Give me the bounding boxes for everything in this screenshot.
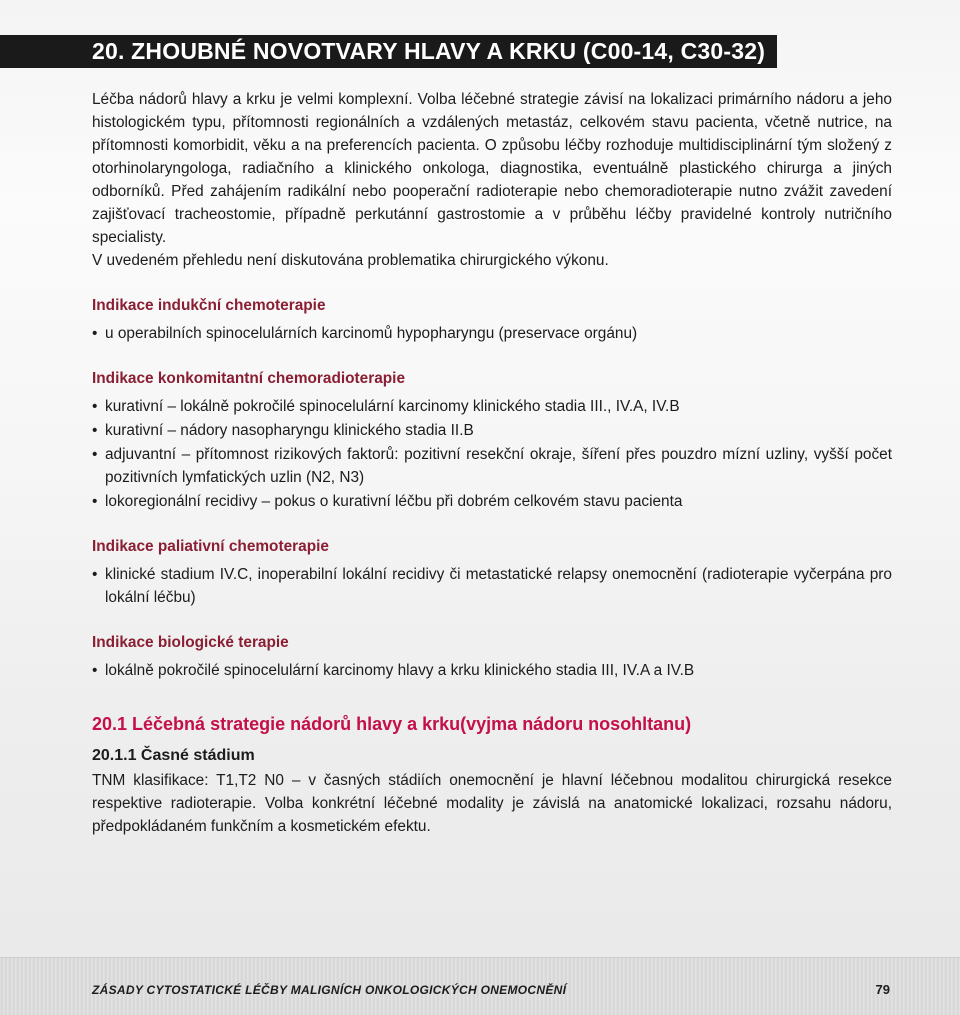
intro-note: V uvedeném přehledu není diskutována problematika chirurgického výkonu.: [92, 252, 609, 269]
section-heading: Indikace paliativní chemoterapie: [92, 538, 329, 555]
section-heading: Indikace indukční chemoterapie: [92, 297, 326, 314]
bullet-list: [92, 322, 892, 345]
list-item: • klinické stadium IV.C, inoperabilní lokální recidivy či metastatické relapsy onemocnění (radioterapie vyčerpána pro lokální léčbu): [92, 563, 892, 609]
intro-paragraph: Léčba nádorů hlavy a krku je velmi komplexní. Volba léčebné strategie závisí na lokalizaci primárního nádoru a jeho histologickém typu, přítomnosti regionálních a vzdálených metastáz, celkovém stavu pacienta, včetně nutrice, na přítomnosti komorbidit, věku a na preferencích pacienta. O způsobu léčby rozhoduje multidisciplinární tým složený z otorhinolaryngologa, radiačního a klinického onkologa, diagnostika, eventuálně plastického chirurga a jiných odborníků. Před zahájením radikální nebo pooperační radioterapie nebo chemoradioterapie nutno zvážit zavedení zajišťovací tracheostomie, případně perkutánní gastrostomie a v průběhu léčby pravidelné kontroly nutričního specialisty.: [92, 91, 892, 246]
main-content: [92, 88, 892, 838]
subsection-paragraph: TNM klasifikace: T1,T2 N0 – v časných stádiích onemocnění je hlavní léčebnou modalitou chirurgická resekce respektive radioterapie. Volba konkrétní léčebné modality je závislá na anatomické lokalizaci, rozsahu nádoru, předpokládaném funkčním a kosmetickém efektu.: [92, 772, 892, 835]
bullet-list: [92, 395, 892, 513]
bullet-list: [92, 563, 892, 609]
section-heading: Indikace biologické terapie: [92, 634, 289, 651]
chapter-title: 20. ZHOUBNÉ NOVOTVARY HLAVY A KRKU (C00-14, C30-32): [0, 35, 777, 68]
page-number: 79: [875, 982, 890, 997]
section-heading: Indikace konkomitantní chemoradioterapie: [92, 370, 406, 387]
list-item: • lokálně pokročilé spinocelulární karcinomy hlavy a krku klinického stadia III, IV.A a IV.B: [92, 659, 892, 682]
list-item: • kurativní – nádory nasopharyngu klinického stadia II.B: [92, 419, 892, 442]
bullet-list: [92, 659, 892, 682]
footer-title: ZÁSADY CYTOSTATICKÉ LÉČBY MALIGNÍCH ONKOLOGICKÝCH ONEMOCNĚNÍ: [92, 983, 567, 997]
list-item: • adjuvantní – přítomnost rizikových faktorů: pozitivní resekční okraje, šíření přes pouzdro mízní uzliny, vyšší počet pozitivních lymfatických uzlin (N2, N3): [92, 443, 892, 489]
subsubsection-title: 20.1.1 Časné stádium: [92, 747, 255, 764]
list-item: • u operabilních spinocelulárních karcinomů hypopharyngu (preservace orgánu): [92, 322, 892, 345]
list-item: • lokoregionální recidivy – pokus o kurativní léčbu při dobrém celkovém stavu pacienta: [92, 490, 892, 513]
subsection-title: 20.1 Léčebná strategie nádorů hlavy a krku(vyjma nádoru nosohltanu): [92, 714, 692, 734]
list-item: • kurativní – lokálně pokročilé spinocelulární karcinomy klinického stadia III., IV.A, IV.B: [92, 395, 892, 418]
